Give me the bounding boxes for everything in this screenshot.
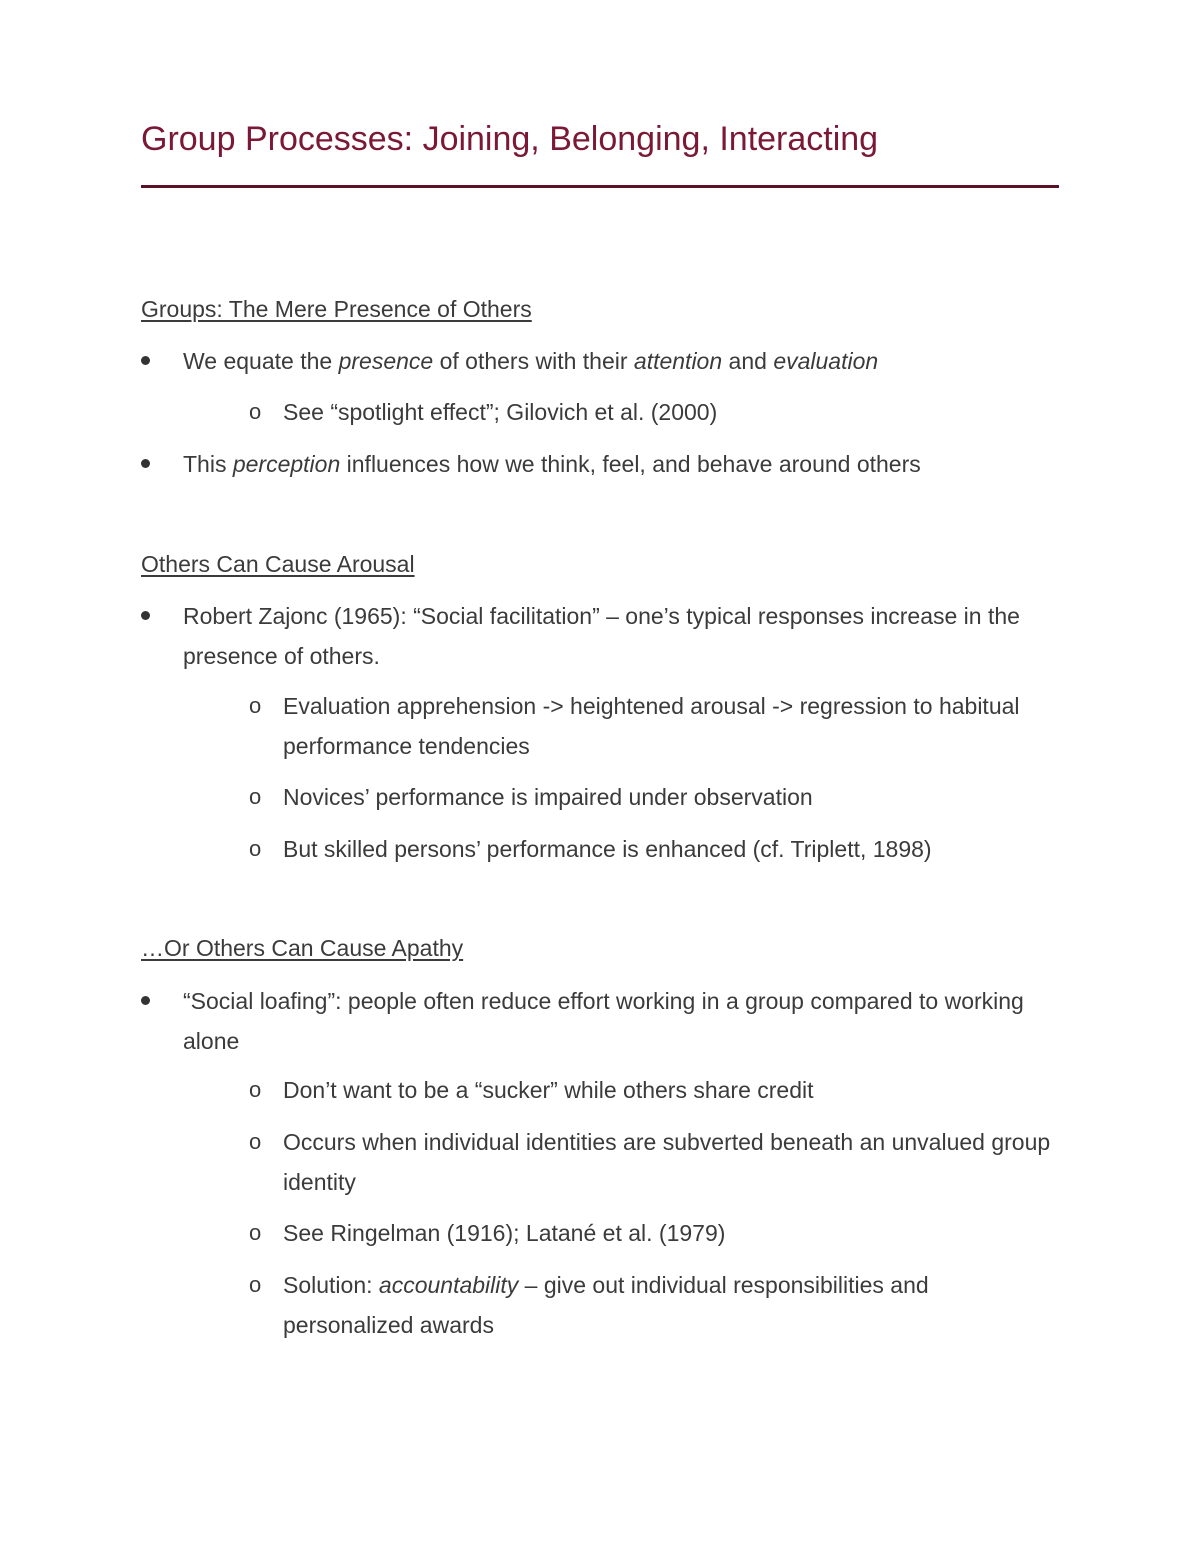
section-heading-mere-presence: Groups: The Mere Presence of Others xyxy=(141,296,532,322)
list-item: This perception influences how we think, feel, and behave around others xyxy=(183,444,1063,484)
section-heading-arousal: Others Can Cause Arousal xyxy=(141,551,415,577)
circle-bullet-icon: o xyxy=(249,836,262,861)
list-item: “Social loafing”: people often reduce effort working in a group compared to working alone xyxy=(183,981,1063,1061)
bullet-icon xyxy=(141,996,150,1005)
list-item: We equate the presence of others with their attention and evaluation xyxy=(183,341,1063,381)
bullet-icon xyxy=(141,611,150,620)
sub-list-item: o Occurs when individual identities are subverted beneath an unvalued group identity xyxy=(283,1122,1063,1202)
circle-bullet-icon: o xyxy=(249,399,262,424)
sub-list-item: o But skilled persons’ performance is enhanced (cf. Triplett, 1898) xyxy=(283,829,1063,869)
circle-bullet-icon: o xyxy=(249,693,262,718)
title-divider xyxy=(141,185,1059,188)
sub-list-item: o Don’t want to be a “sucker” while others share credit xyxy=(283,1070,1063,1110)
list-item: Robert Zajonc (1965): “Social facilitation” – one’s typical responses increase in the presence of others. xyxy=(183,596,1063,676)
bullet-icon xyxy=(141,459,150,468)
sub-list-item: o See Ringelman (1916); Latané et al. (1979) xyxy=(283,1213,1063,1253)
sub-list-item: o See “spotlight effect”; Gilovich et al. (2000) xyxy=(283,392,1063,432)
circle-bullet-icon: o xyxy=(249,1272,262,1297)
page-title: Group Processes: Joining, Belonging, Interacting xyxy=(141,120,879,158)
circle-bullet-icon: o xyxy=(249,784,262,809)
sub-list-item: o Solution: accountability – give out individual responsibilities and personalized awards xyxy=(283,1265,1063,1345)
circle-bullet-icon: o xyxy=(249,1129,262,1154)
circle-bullet-icon: o xyxy=(249,1220,262,1245)
sub-list-item: o Novices’ performance is impaired under observation xyxy=(283,777,1063,817)
sub-list-item: o Evaluation apprehension -> heightened arousal -> regression to habitual performance tendencies xyxy=(283,686,1063,766)
bullet-icon xyxy=(141,356,150,365)
section-heading-apathy: …Or Others Can Cause Apathy xyxy=(141,935,464,961)
circle-bullet-icon: o xyxy=(249,1077,262,1102)
